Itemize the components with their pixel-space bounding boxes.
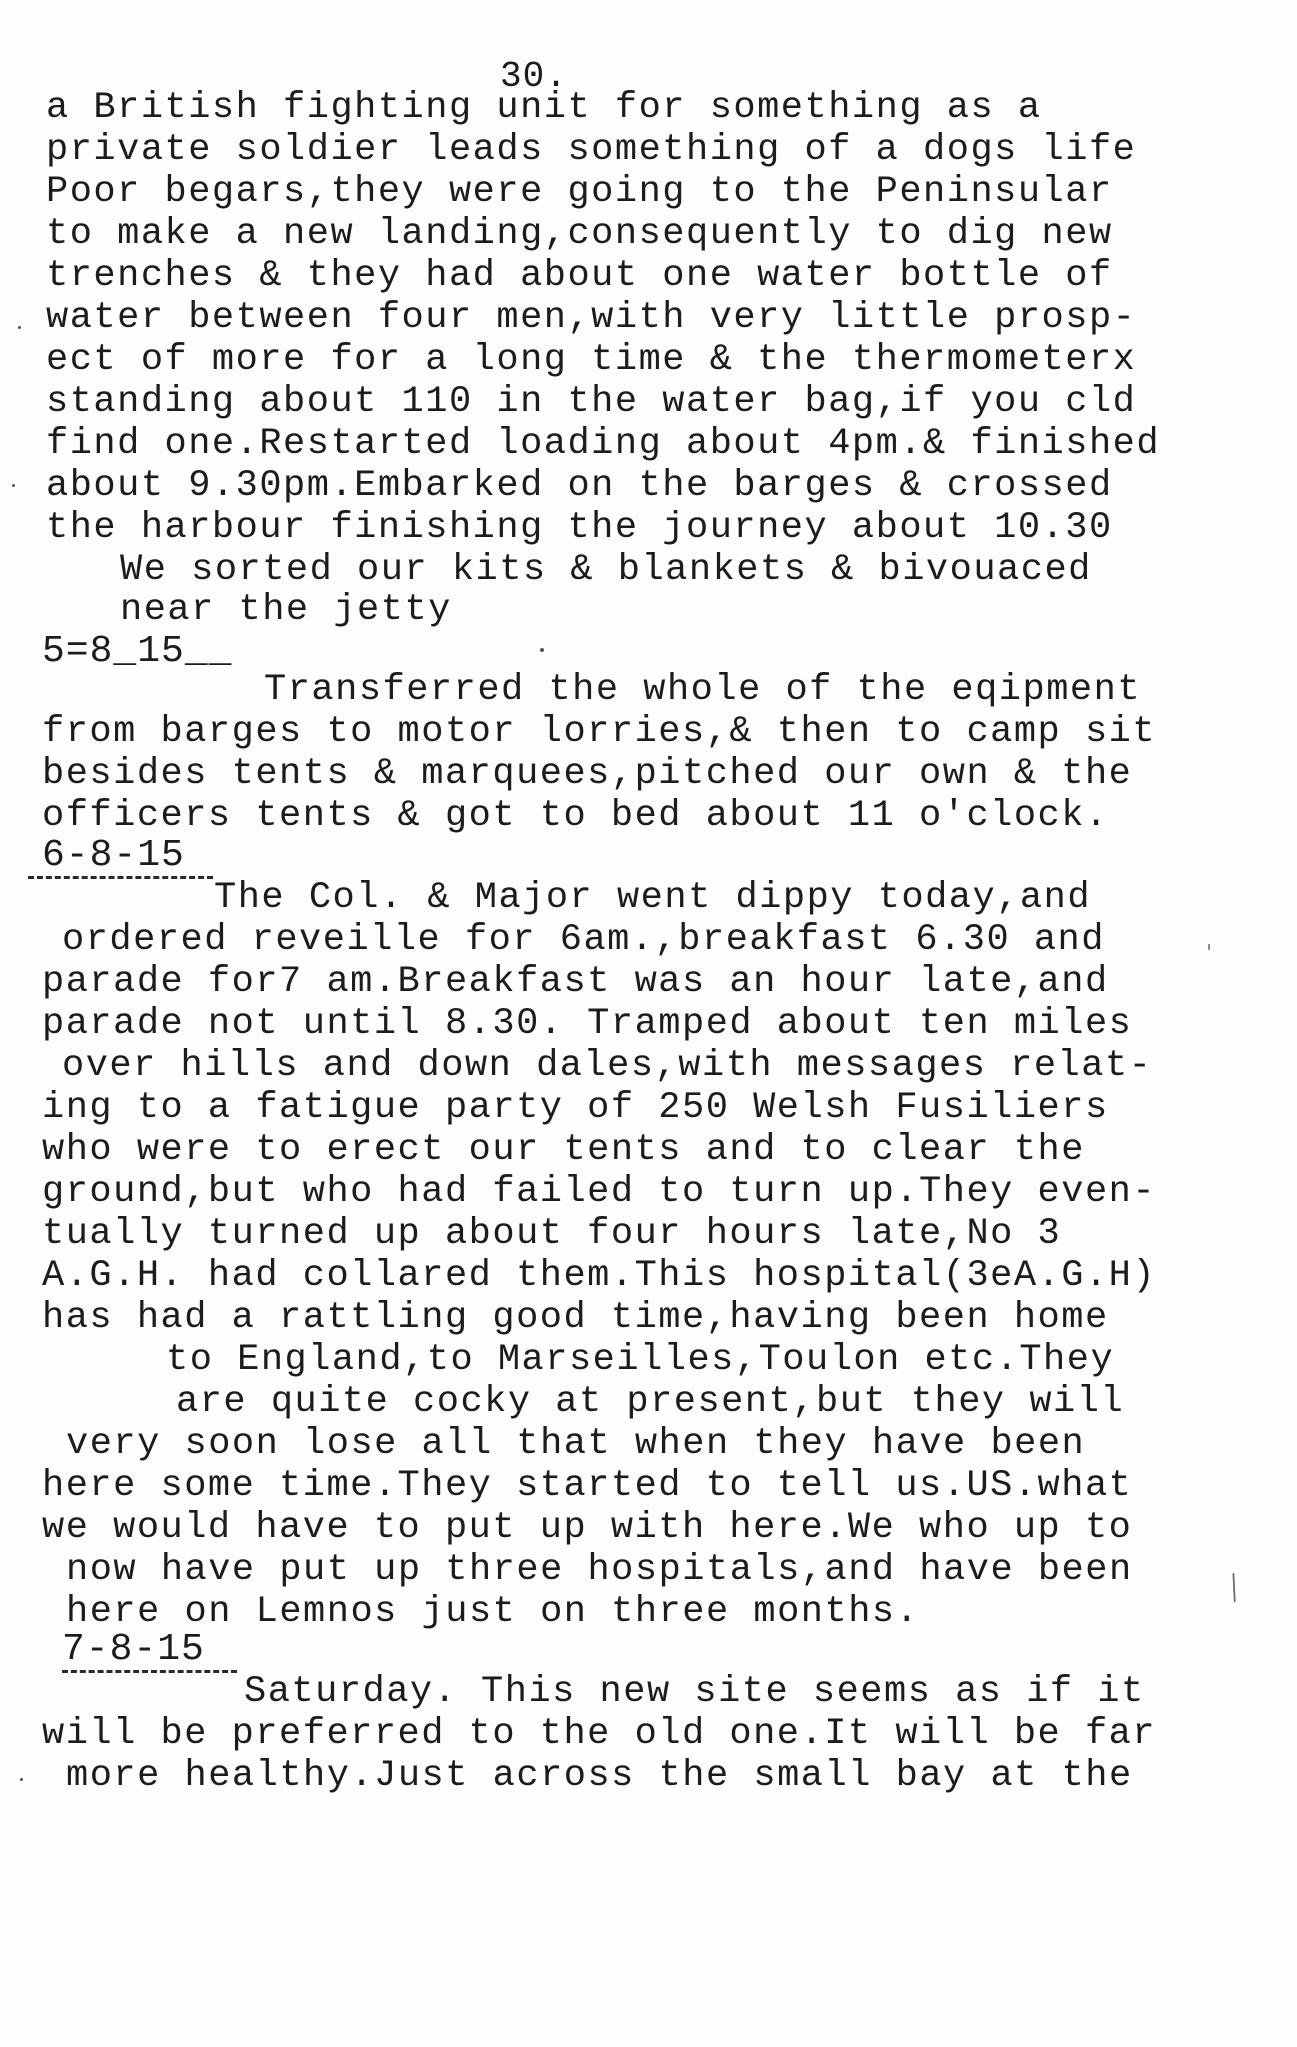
text-line: near the jetty <box>120 589 452 631</box>
text-line: very soon lose all that when they have been <box>66 1423 1086 1465</box>
entry-date: 7-8-15 <box>62 1628 205 1671</box>
text-line: find one.Restarted loading about 4pm.& finished <box>46 423 1161 465</box>
text-line: ect of more for a long time & the thermometerx <box>46 339 1137 381</box>
text-line: about 9.30pm.Embarked on the barges & crossed <box>46 465 1113 507</box>
text-line: Transferred the whole of the eqipment <box>264 669 1142 711</box>
text-line: from barges to motor lorries,& then to camp sit <box>42 711 1157 753</box>
text-line: besides tents & marquees,pitched our own & the <box>42 753 1133 795</box>
text-line: ing to a fatigue party of 250 Welsh Fusiliers <box>42 1087 1109 1129</box>
text-line: A.G.H. had collared them.This hospital(3eA.G.H) <box>42 1255 1157 1297</box>
entry-date: 6-8-15 <box>42 834 185 877</box>
date-underline <box>62 1670 237 1673</box>
text-line: parade not until 8.30. Tramped about ten miles <box>42 1003 1133 1045</box>
text-line: standing about 110 in the water bag,if you cld <box>46 381 1137 423</box>
text-line: We sorted our kits & blankets & bivouaced <box>120 549 1092 591</box>
page-number: 30. <box>500 56 568 97</box>
stray-pen-mark: ˈ <box>1206 942 1213 967</box>
text-line: a British fighting unit for something as a <box>46 87 1042 129</box>
text-line: The Col. & Major went dippy today,and <box>214 877 1092 919</box>
text-line: over hills and down dales,with messages relat- <box>62 1045 1153 1087</box>
scan-speck <box>12 484 15 487</box>
text-line: to make a new landing,consequently to dig new <box>46 213 1113 255</box>
scan-speck <box>20 1778 23 1781</box>
text-line: ground,but who had failed to turn up.They even- <box>42 1171 1157 1213</box>
text-line: private soldier leads something of a dogs life <box>46 129 1137 171</box>
text-line: Poor begars,they were going to the Peninsular <box>46 171 1113 213</box>
stray-pen-mark: ╱ <box>1222 1574 1247 1603</box>
text-line: tually turned up about four hours late,No 3 <box>42 1213 1062 1255</box>
text-line: parade for7 am.Breakfast was an hour late,and <box>42 961 1109 1003</box>
text-line: will be preferred to the old one.It will be far <box>42 1713 1157 1755</box>
text-line: has had a rattling good time,having been home <box>42 1297 1109 1339</box>
text-line: to England,to Marseilles,Toulon etc.They <box>166 1339 1115 1381</box>
text-line: here on Lemnos just on three months. <box>66 1591 920 1633</box>
text-line: more healthy.Just across the small bay at the <box>66 1755 1133 1797</box>
scan-speck <box>540 648 544 652</box>
text-line: we would have to put up with here.We who up to <box>42 1507 1133 1549</box>
text-line: water between four men,with very little prosp- <box>46 297 1137 339</box>
text-line: who were to erect our tents and to clear the <box>42 1129 1085 1171</box>
text-line: officers tents & got to bed about 11 o'clock. <box>42 795 1109 837</box>
scan-speck <box>18 326 21 329</box>
text-line: the harbour finishing the journey about 10.30 <box>46 507 1113 549</box>
text-line: here some time.They started to tell us.US.what <box>42 1465 1133 1507</box>
text-line: Saturday. This new site seems as if it <box>244 1671 1145 1713</box>
entry-date: 5=8_15__ <box>42 630 233 673</box>
text-line: are quite cocky at present,but they will <box>176 1381 1125 1423</box>
text-line: ordered reveille for 6am.,breakfast 6.30 and <box>62 919 1105 961</box>
text-line: now have put up three hospitals,and have been <box>66 1549 1133 1591</box>
date-underline <box>28 876 213 879</box>
text-line: trenches & they had about one water bottle of <box>46 255 1113 297</box>
